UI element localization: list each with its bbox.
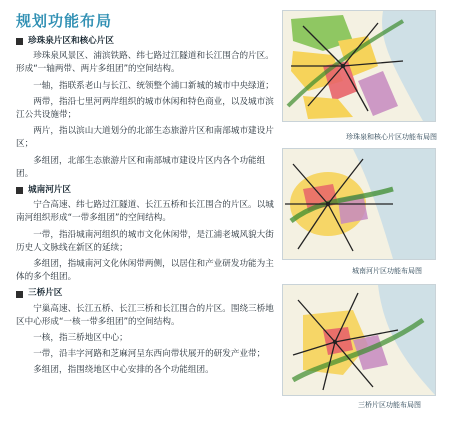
paragraph: 两带，指沿七里河两岸组织的城市休闲和特色商业，以及城市滨江公共设施带； <box>16 96 274 121</box>
square-bullet-icon <box>16 187 23 194</box>
paragraph: 多组团，指围绕地区中心安排的各个功能组团。 <box>33 365 214 376</box>
paragraph: 一带，指沿城南河组织的城市文化休闲带，是江浦老城风貌大街历史人文脉线在新区的延续； <box>16 229 274 253</box>
paragraph: 一轴，指联系老山与长江、统领整个浦口新城的城市中央绿道； <box>33 80 274 91</box>
paragraph: 珍珠泉风景区、浦滨铁路、纬七路过江隧道和长江围合的片区。形成“一轴两带、两片多组团”的空间结构。 <box>16 51 274 75</box>
section-heading-text: 三桥片区 <box>28 288 63 299</box>
map-graphic <box>283 11 435 121</box>
paragraph: 一核，指三桥地区中心； <box>33 333 128 344</box>
section-heading <box>16 35 278 48</box>
square-bullet-icon <box>16 38 23 45</box>
paragraph: 两片，指以滨山大道划分的北部生态旅游片区和南部城市建设片区； <box>16 126 274 150</box>
paragraph: 宁合高速、纬七路过江隧道、长江五桥和长江围合的片区。以城南河组织形成“一带多组团”的空间结构。 <box>16 200 274 224</box>
section-heading-text: 城南河片区 <box>28 185 71 196</box>
map-caption: 城南河片区功能布局图 <box>352 267 422 275</box>
map-image-core-area <box>282 10 436 122</box>
paragraph: 多组团，指城南河文化休闲带两侧，以居住和产业研发功能为主体的多个组团。 <box>16 259 274 283</box>
map-image-sanqiao-area <box>282 284 436 396</box>
map-image-chengnanhe-area <box>282 148 436 260</box>
text-column <box>16 32 278 381</box>
map-graphic <box>283 149 435 259</box>
map-caption: 三桥片区功能布局图 <box>358 401 421 409</box>
paragraph: 一带，沿丰字河路和芝麻河呈东西向带状展开的研发产业带； <box>33 349 266 360</box>
section-heading-text: 珍珠泉片区和核心片区 <box>28 36 114 46</box>
section-heading <box>16 184 278 197</box>
map-caption: 珍珠泉和核心片区功能布局图 <box>346 133 437 141</box>
map-graphic <box>283 285 435 395</box>
page-title: 规划功能布局 <box>16 12 113 30</box>
paragraph: 多组团，北部生态旅游片区和南部城市建设片区内各个功能组团。 <box>16 155 266 179</box>
section-heading <box>16 287 278 300</box>
square-bullet-icon <box>16 291 23 298</box>
paragraph: 宁巢高速、长江五桥、长江三桥和长江围合的片区。围绕三桥地区中心形成“一核一带多组团”的空间结构。 <box>16 303 274 327</box>
